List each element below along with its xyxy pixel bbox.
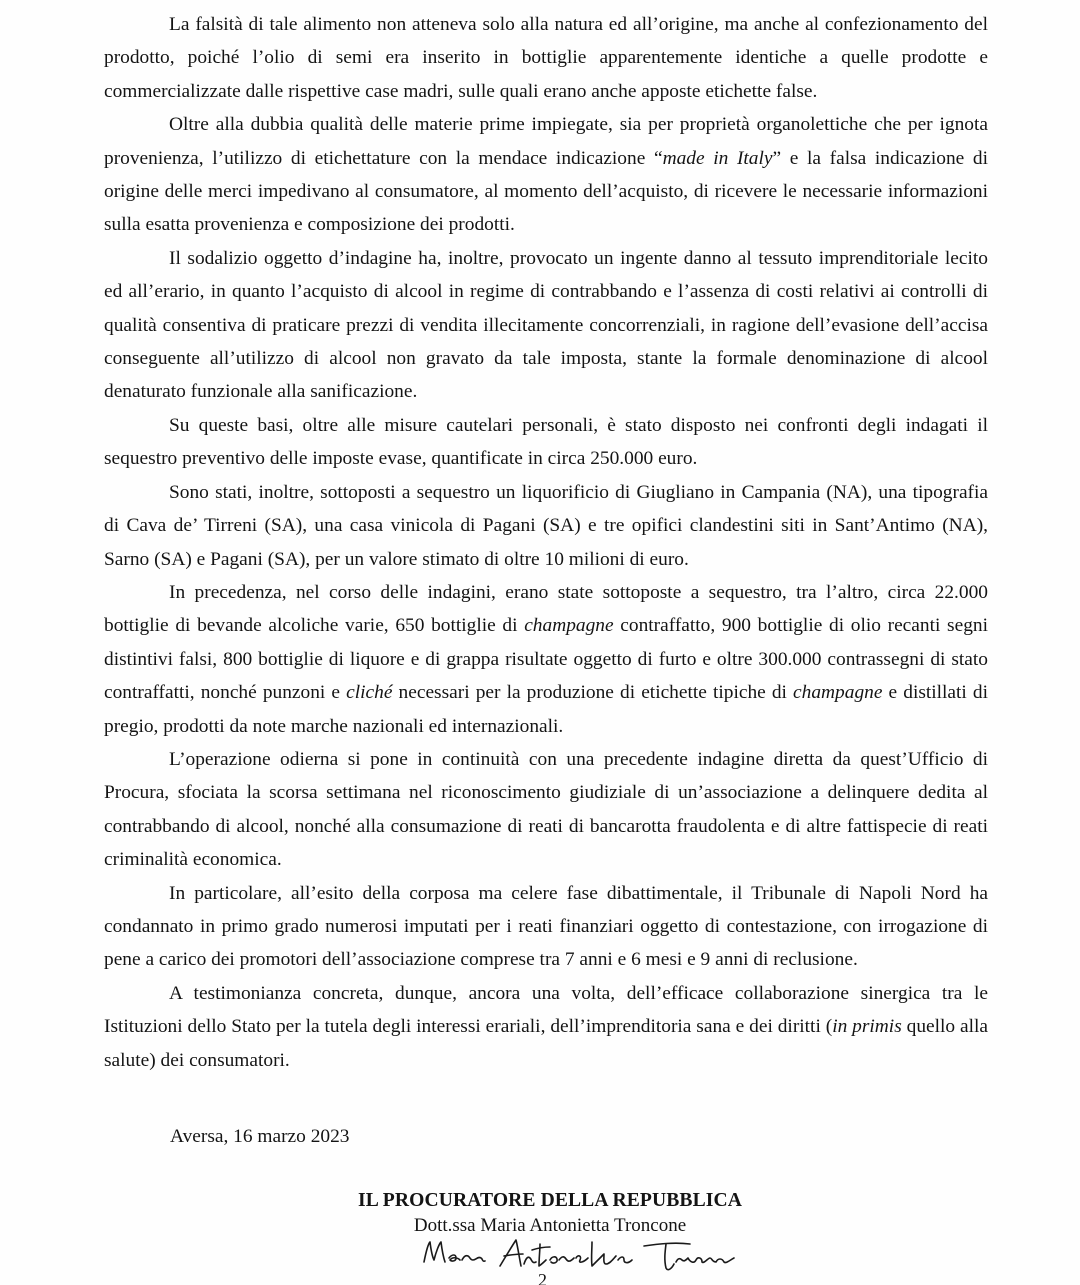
handwritten-signature <box>418 1236 738 1276</box>
text-run: e distillati di pregio, prodotti da note marche nazionali ed internazionali. <box>104 682 989 737</box>
document-body <box>104 8 988 1077</box>
text-run: L’operazione odierna si pone in continuità con una precedente indagine diretta da quest’Ufficio di Procura, sfociata la scorsa settimana nel riconoscimento giudiziale di un’associazione a delinquere dedita al contrabbando di alcool, nonché alla consumazione di reati di bancarotta fraudolenta e di altre fattispecie di reati criminalità economica. <box>104 748 988 871</box>
paragraph <box>104 242 988 409</box>
paragraph <box>104 977 988 1077</box>
text-run: contraffatto, 900 bottiglie di olio recanti segni distintivi falsi, 800 bottiglie di liquore e di grappa risultate oggetto di furto e oltre 300.000 contrassegni di stato contraffatti, nonché punzoni e <box>104 615 988 704</box>
paragraph <box>104 576 988 743</box>
signature-text: Maria Antonietta Troncone <box>418 1236 429 1237</box>
paragraph <box>104 743 988 877</box>
text-run: In particolare, all’esito della corposa ma celere fase dibattimentale, il Tribunale di Napoli Nord ha condannato in primo grado numerosi imputati per i reati finanziari oggetto di contestazione, con irrogazione di pene a carico dei promotori dell’associazione comprese tra 7 anni e 6 mesi e 9 anni di reclusione. <box>104 882 988 971</box>
italic-text: champagne <box>793 682 883 704</box>
text-run: Sono stati, inoltre, sottoposti a sequestro un liquorificio di Giugliano in Campania (NA), una tipografia di Cava de’ Tirreni (SA), una casa vinicola di Pagani (SA) e tre opifici clandestini siti in Sant’Antimo (NA), Sarno (SA) e Pagani (SA), per un valore stimato di oltre 10 milioni di euro. <box>104 481 988 570</box>
text-run: A testimonianza concreta, dunque, ancora una volta, dell’efficace collaborazione sinergica tra le Istituzioni dello Stato per la tutela degli interessi erariali, dell’imprenditoria sana e dei diritti ( <box>104 982 988 1038</box>
date-line: Aversa, 16 marzo 2023 <box>170 1126 350 1147</box>
text-run: Oltre alla dubbia qualità delle materie prime impiegate, sia per proprietà organolettiche che per ignota provenienza, l’utilizzo di etichettature con la mendace indicazione “ <box>104 114 988 169</box>
text-run: ” e la falsa indicazione di origine delle merci impedivano al consumatore, al momento dell’acquisto, di ricevere le necessarie informazioni sulla esatta provenienza e composizione dei prodotti. <box>104 147 988 236</box>
paragraph <box>104 8 988 108</box>
italic-text: champagne <box>524 615 614 637</box>
text-run: La falsità di tale alimento non atteneva solo alla natura ed all’origine, ma anche al confezionamento del prodotto, poiché l’olio di semi era inserito in bottiglie apparentemente identiche a quelle prodotte e commercializzate dalle rispettive case madri, sulle quali erano anche apposte etichette false. <box>104 14 988 102</box>
paragraph <box>104 108 988 242</box>
page-number: 2 <box>538 1270 547 1285</box>
paragraph <box>104 409 988 476</box>
italic-text: in primis <box>832 1016 902 1038</box>
text-run: Su queste basi, oltre alle misure cautelari personali, è stato disposto nei confronti degli indagati il sequestro preventivo delle imposte evase, quantificate in circa 250.000 euro. <box>104 414 988 470</box>
text-run: necessari per la produzione di etichette tipiche di <box>392 682 794 704</box>
paragraph <box>104 877 988 977</box>
italic-text: made in Italy <box>662 147 773 169</box>
text-run: In precedenza, nel corso delle indagini, erano state sottoposte a sequestro, tra l’altro, circa 22.000 bottiglie di bevande alcoliche varie, 650 bottiglie di <box>104 581 988 637</box>
signature-block <box>0 1188 1080 1237</box>
italic-text: cliché <box>346 682 393 704</box>
text-run: quello alla salute) dei consumatori. <box>104 1016 989 1071</box>
paragraph <box>104 476 988 576</box>
text-run: Il sodalizio oggetto d’indagine ha, inoltre, provocato un ingente danno al tessuto imprenditoriale lecito ed all’erario, in quanto l’acquisto di alcool in regime di contrabbando e l’assenza di costi relativi ai controlli di qualità consentiva di praticare prezzi di vendita illecitamente concorrenziali, in ragione dell’evasione dell’accisa conseguente all’utilizzo di alcool non gravato da tale imposta, stante la formale denominazione di alcool denaturato funzionale alla sanificazione. <box>104 247 988 403</box>
signatory-title: IL PROCURATORE DELLA REPUBBLICA <box>358 1190 742 1211</box>
signatory-name: Dott.ssa Maria Antonietta Troncone <box>413 1215 687 1236</box>
